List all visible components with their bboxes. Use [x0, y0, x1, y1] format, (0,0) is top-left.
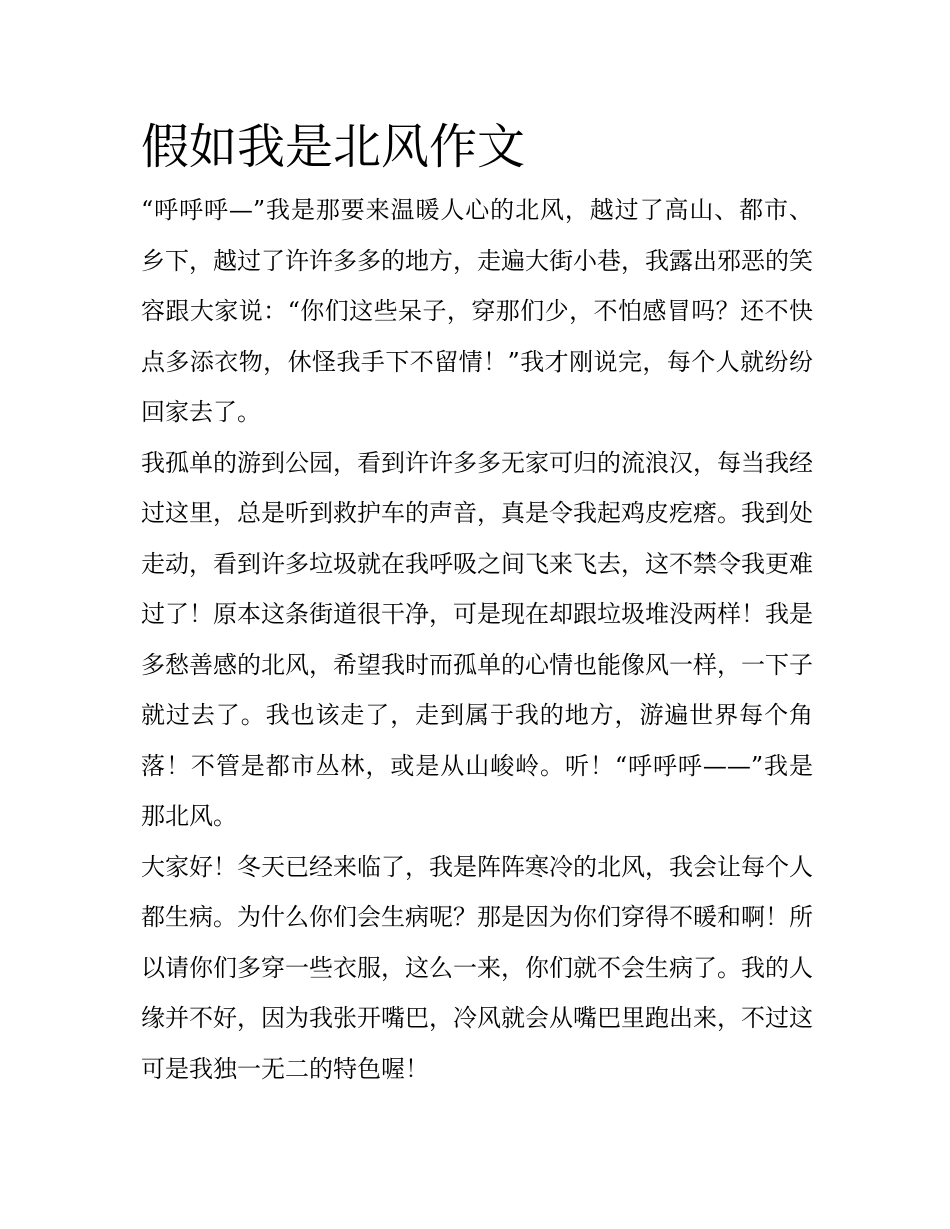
- paragraph-1: “呼呼呼—”我是那要来温暖人心的北风，越过了高山、都市、乡下，越过了许许多多的地方，走遍大街小巷，我露出邪恶的笑容跟大家说：“你们这些呆子，穿那们少，不怕感冒吗？还不快点多添衣物，休怪我手下不留情！”我才刚说完，每个人就纷纷回家去了。: [141, 196, 813, 426]
- document-page: [141, 112, 813, 1094]
- paragraph-2: 我孤单的游到公园，看到许许多多无家可归的流浪汉，每当我经过这里，总是听到救护车的声音，真是令我起鸡皮疙瘩。我到处走动，看到许多垃圾就在我呼吸之间飞来飞去，这不禁令我更难过了！原本这条街道很干净，可是现在却跟垃圾堆没两样！我是多愁善感的北风，希望我时而孤单的心情也能像风一样，一下子就过去了。我也该走了，走到属于我的地方，游遍世界每个角落！不管是都市丛林，或是从山峻岭。听！“呼呼呼——”我是那北风。: [141, 448, 813, 830]
- document-title: 假如我是北风作文: [141, 119, 526, 175]
- paragraph-3: 大家好！冬天已经来临了，我是阵阵寒冷的北风，我会让每个人都生病。为什么你们会生病呢？那是因为你们穿得不暖和啊！所以请你们多穿一些衣服，这么一来，你们就不会生病了。我的人缘并不好，因为我张开嘴巴，冷风就会从嘴巴里跑出来，不过这可是我独一无二的特色喔！: [141, 852, 813, 1083]
